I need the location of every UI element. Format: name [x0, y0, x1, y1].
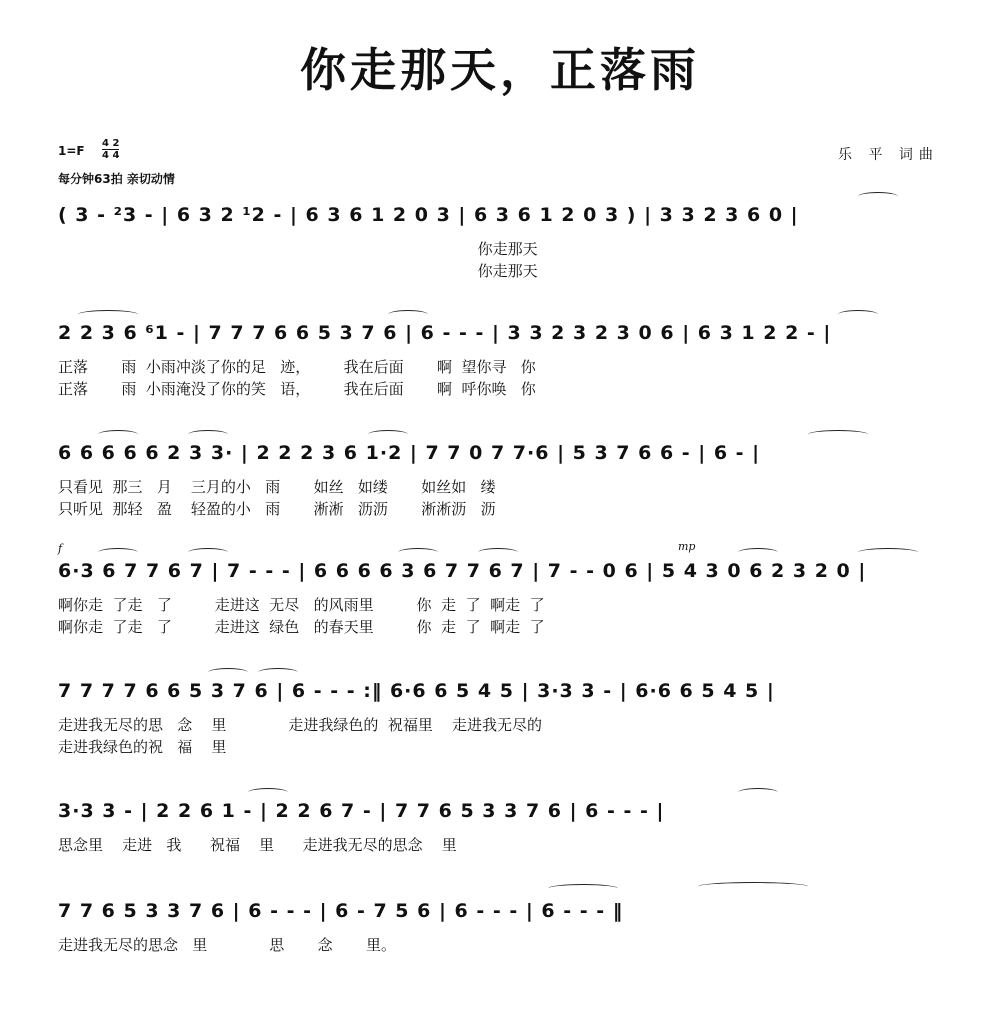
slur-mark — [478, 548, 518, 557]
slur-mark — [78, 310, 138, 319]
slur-mark — [398, 548, 438, 557]
dynamic-forte: f — [58, 542, 63, 555]
lyric-verse-1: 走进我无尽的思念 里 思 念 里。 — [58, 936, 397, 954]
slur-mark — [188, 430, 228, 439]
slur-mark — [738, 788, 778, 797]
notation-line: 2 2 3 6 ⁶1 - | 7 7 7 6 6 5 3 7 6 | 6 - - - | 3 3 2 3 2 3 0 6 | 6 3 1 2 2 - | — [58, 322, 832, 344]
slur-mark — [258, 668, 298, 677]
song-title: 你走那天，正落雨 — [300, 43, 700, 97]
slur-mark — [838, 310, 878, 319]
lyric-verse-2: 走进我绿色的祝 福 里 — [58, 738, 227, 756]
lyric-verse-1: 只看见 那三 月 三月的小 雨 如丝 如缕 如丝如 缕 — [58, 478, 496, 496]
tempo-marking: 每分钟63拍 亲切动情 — [58, 172, 175, 186]
author-credit: 乐 平 词曲 — [838, 147, 939, 163]
key-signature: 1=F — [58, 144, 85, 158]
lyric-verse-1: 思念里 走进 我 祝福 里 走进我无尽的思念 里 — [58, 836, 457, 854]
lyric-verse-1: 啊你走 了走 了 走进这 无尽 的风雨里 你 走 了 啊走 了 — [58, 596, 545, 614]
lyric-verse-1: 走进我无尽的思 念 里 走进我绿色的 祝福里 走进我无尽的 — [58, 716, 542, 734]
lyric-verse-2: 只听见 那轻 盈 轻盈的小 雨 淅淅 沥沥 淅淅沥 沥 — [58, 500, 496, 518]
notation-line: 3·3 3 - | 2 2 6 1 - | 2 2 6 7 - | 7 7 6 5 3 3 7 6 | 6 - - - | — [58, 800, 665, 822]
slur-mark — [248, 788, 288, 797]
notation-line: 6 6 6 6 6 2 3 3· | 2 2 2 3 6 1·2 | 7 7 0 7 7·6 | 5 3 7 6 6 - | 6 - | — [58, 442, 761, 464]
lyric-verse-2: 正落 雨 小雨淹没了你的笑 语， 我在后面 啊 呼你唤 你 — [58, 380, 536, 398]
lyric-verse-1: 你走那天 — [58, 240, 538, 258]
notation-line: ( 3 - ²3 - | 6 3 2 ¹2 - | 6 3 6 1 2 0 3 | 6 3 6 1 2 0 3 ) | 3 3 2 3 6 0 | — [58, 204, 799, 226]
notation-line: 6·3 6 7 7 6 7 | 7 - - - | 6 6 6 6 3 6 7 7 6 7 | 7 - - 0 6 | 5 4 3 0 6 2 3 2 0 | — [58, 560, 867, 582]
time-signature — [102, 138, 119, 161]
notation-line: 7 7 6 5 3 3 7 6 | 6 - - - | 6 - 7 5 6 | 6 - - - | 6 - - - ‖ — [58, 900, 624, 922]
lyric-verse-2: 你走那天 — [58, 262, 538, 280]
slur-mark — [858, 548, 918, 557]
time-signature-top: 4 2 — [102, 138, 120, 149]
slur-mark — [98, 548, 138, 557]
slur-mark — [738, 548, 778, 557]
slur-mark — [548, 884, 618, 893]
slur-mark — [188, 548, 228, 557]
slur-mark — [698, 882, 808, 891]
slur-mark — [858, 192, 898, 201]
slur-mark — [368, 430, 408, 439]
notation-line: 7 7 7 7 6 6 5 3 7 6 | 6 - - - :‖ 6·6 6 5 4 5 | 3·3 3 - | 6·6 6 5 4 5 | — [58, 680, 775, 702]
lyric-verse-1: 正落 雨 小雨冲淡了你的足 迹， 我在后面 啊 望你寻 你 — [58, 358, 536, 376]
lyric-verse-2: 啊你走 了走 了 走进这 绿色 的春天里 你 走 了 啊走 了 — [58, 618, 545, 636]
dynamic-mezzo-piano: mp — [678, 540, 696, 553]
slur-mark — [208, 668, 248, 677]
slur-mark — [808, 430, 868, 439]
time-signature-bottom: 4 4 — [102, 150, 120, 161]
slur-mark — [388, 310, 428, 319]
slur-mark — [98, 430, 138, 439]
